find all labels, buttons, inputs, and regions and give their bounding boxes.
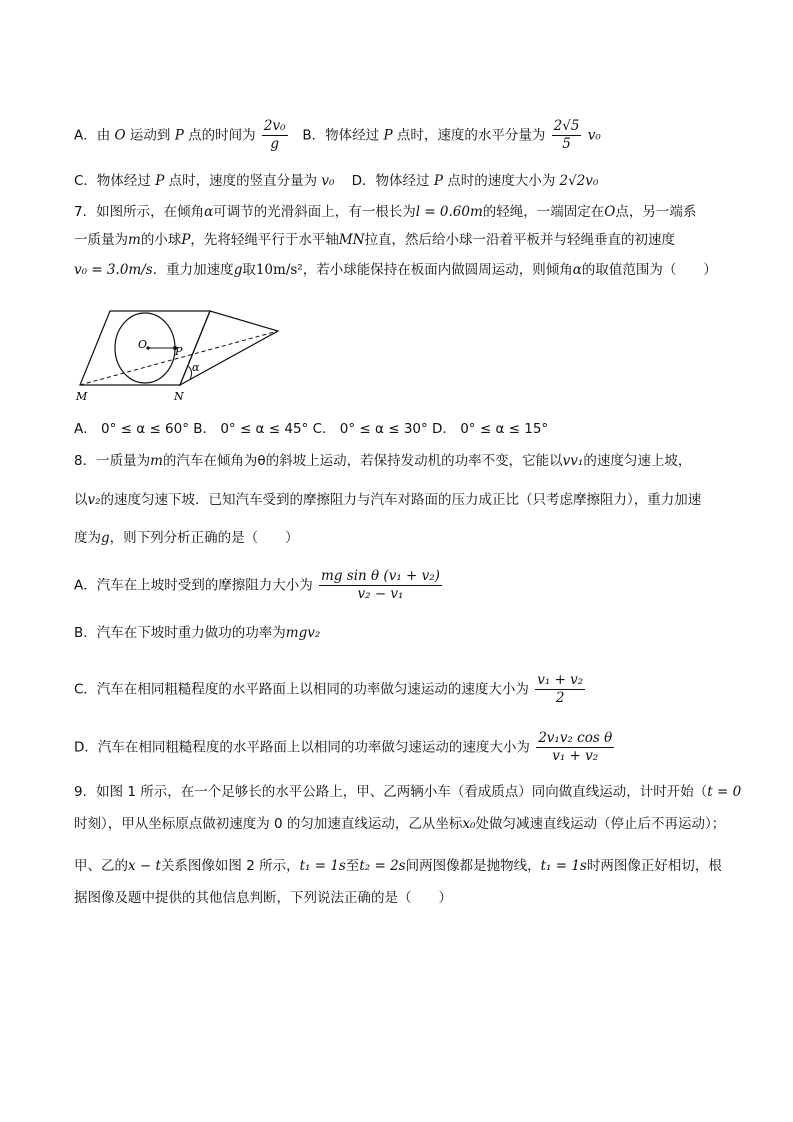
q7-text: ，若小球能保持在板面内做圆周运动，则倾角 — [302, 262, 573, 278]
q8-option-b — [74, 623, 320, 643]
q7-velocity: v₀ = 3.0m/s — [74, 262, 153, 278]
point-p: P — [181, 232, 191, 248]
q9-line-4: 据图像及题中提供的其他信息判断，下列说法正确的是（ ） — [74, 890, 452, 906]
label-p: P — [175, 345, 183, 358]
gravity-symbol: g — [101, 530, 110, 546]
q9-line-3 — [74, 856, 722, 876]
velocity-v2: v₂ — [87, 492, 101, 508]
q6-a-mid: 运动到 — [129, 127, 171, 144]
q8-d-fraction — [536, 730, 614, 765]
q7-text: 一质量为 — [74, 232, 128, 248]
q7-length: l = 0.60m — [415, 204, 483, 220]
q6-c-text: C．物体经过 — [74, 173, 151, 189]
q6-a-suffix: 点的时间为 — [188, 127, 256, 144]
q9-text: 甲、乙的 — [74, 858, 128, 874]
mass-symbol: m — [128, 232, 141, 248]
fraction-denominator: g — [270, 136, 280, 152]
time-t1: t₁ = 1s — [299, 858, 346, 874]
time-t1: t₁ = 1s — [540, 858, 587, 874]
q8-text: 8．一质量为 — [74, 453, 151, 469]
q7-line-1 — [74, 202, 696, 222]
label-o: O — [138, 338, 148, 351]
q6-d-tail: 2√2v₀ — [559, 173, 599, 189]
q8-a-fraction — [319, 568, 442, 603]
q8-c-fraction — [535, 672, 585, 707]
q8-text: 的速度匀速上坡， — [583, 453, 692, 469]
time-zero: t = 0 — [707, 784, 742, 800]
q8-text: 的汽车在倾角为θ的斜坡上运动，若保持发动机的功率不变，它能以 — [162, 453, 563, 469]
q7-text: 可调节的光滑斜面上，有一根长为 — [213, 204, 416, 220]
q8-c-text: C．汽车在相同粗糙程度的水平路面上以相同的功率做匀速运动的速度大小为 — [74, 681, 529, 698]
point-o: O — [604, 204, 616, 220]
q9-text: 至 — [345, 858, 360, 874]
q8-option-c — [74, 672, 587, 707]
q9-text: 时两图像正好相切，根 — [586, 858, 722, 874]
q9-text: 间两图像都是抛物线， — [405, 858, 541, 874]
q9-text: 时刻），甲从坐标原点做初速度为 0 的匀加速直线运动，乙从坐标 — [74, 816, 463, 832]
q8-b-text: B．汽车在下坡时重力做功的功率为 — [74, 625, 286, 641]
q7-text: 的小球 — [140, 232, 182, 248]
label-n: N — [174, 390, 184, 403]
label-alpha: α — [192, 361, 200, 374]
q7-line-2 — [74, 230, 675, 250]
q8-d-text: D．汽车在相同粗糙程度的水平路面上以相同的功率做匀速运动的速度大小为 — [74, 739, 530, 756]
q9-text: 关系图像如图 2 所示， — [160, 858, 300, 874]
point-p: P — [433, 173, 443, 189]
q9-line-1 — [74, 782, 741, 802]
q7-options: A． 0° ≤ α ≤ 60° B． 0° ≤ α ≤ 45° C． 0° ≤ α ≤ 30° D． 0° ≤ α ≤ 15° — [74, 421, 549, 437]
q6-b-suffix: 点时，速度的水平分量为 — [396, 127, 546, 144]
q8-text: 以 — [74, 492, 88, 508]
q8-line-3 — [74, 528, 299, 548]
axis-mn: MN — [338, 232, 365, 248]
inclined-plane-figure — [74, 303, 294, 408]
q7-text: 的轻绳，一端固定在 — [482, 204, 605, 220]
fraction-denominator: 5 — [562, 136, 571, 152]
q6-option-ab — [74, 118, 601, 153]
q6-a-fraction — [262, 118, 288, 153]
point-p: P — [174, 127, 184, 144]
q6-b-prefix: B．物体经过 — [302, 127, 380, 144]
point-p: P — [155, 173, 165, 189]
hidden-edge — [80, 331, 278, 385]
xt-relation: x − t — [128, 858, 161, 874]
q6-c-tail: v₀ — [321, 173, 335, 189]
mass-symbol: m — [150, 453, 163, 469]
fraction-denominator: v₁ + v₂ — [552, 748, 599, 764]
alpha-symbol: α — [572, 262, 582, 278]
q7-text: ，先将轻绳平行于水平轴 — [190, 232, 339, 248]
fraction-numerator: 2v₁v₂ cos θ — [538, 730, 613, 746]
fraction-numerator: 2v₀ — [263, 118, 286, 134]
q8-text: 的速度匀速下坡．已知汽车受到的摩擦阻力与汽车对路面的压力成正比（只考虑摩擦阻力），重力加速 — [100, 492, 702, 508]
q6-a-prefix: A．由 — [74, 127, 111, 144]
q7-text: 拉直，然后给小球一沿着平板并与轻绳垂直的初速度 — [364, 232, 676, 248]
fraction-denominator: v₂ − v₁ — [357, 586, 404, 602]
q7-text: 取 — [242, 262, 256, 278]
q6-b-fraction — [552, 118, 582, 153]
q6-d-suffix: 点时的速度大小为 — [447, 173, 556, 189]
q7-line-3 — [74, 260, 717, 280]
q8-line-1 — [74, 451, 691, 471]
q8-text: 度为 — [74, 530, 101, 546]
q7-text: 点，另一端系 — [615, 204, 697, 220]
coord-x0: x₀ — [462, 816, 476, 832]
q8-a-text: A．汽车在上坡时受到的摩擦阻力大小为 — [74, 577, 313, 594]
q9-line-2 — [74, 814, 725, 834]
time-t2: t₂ = 2s — [359, 858, 406, 874]
q8-line-2 — [74, 490, 701, 510]
q7-text: 7．如图所示，在倾角 — [74, 204, 205, 220]
q7-text: 的取值范围为（ ） — [581, 262, 717, 278]
q6-option-cd — [74, 171, 598, 191]
q8-option-a — [74, 568, 444, 603]
velocity-v1: vv₁ — [562, 453, 584, 469]
q6-b-tail: v₀ — [587, 127, 601, 144]
point-o: O — [114, 127, 126, 144]
fraction-numerator: mg sin θ (v₁ + v₂) — [321, 568, 440, 584]
q8-text: ，则下列分析正确的是（ ） — [109, 530, 299, 546]
q9-text: 处做匀减速直线运动（停止后不再运动）； — [475, 816, 726, 832]
fraction-denominator: 2 — [555, 690, 565, 706]
fraction-numerator: 2√5 — [553, 118, 580, 134]
label-m: M — [76, 390, 88, 403]
q7-gravity-value: 10m/s² — [255, 262, 303, 278]
point-p: P — [383, 127, 393, 144]
q7-text: ．重力加速度 — [152, 262, 234, 278]
q6-d-text: D．物体经过 — [351, 173, 430, 189]
alpha-symbol: α — [204, 204, 214, 220]
fraction-numerator: v₁ + v₂ — [537, 672, 584, 688]
q8-b-math: mgv₂ — [285, 625, 321, 641]
q6-c-suffix: 点时，速度的竖直分量为 — [168, 173, 318, 189]
gravity-symbol: g — [233, 262, 243, 278]
q8-option-d — [74, 730, 616, 765]
q9-text: 9．如图 1 所示，在一个足够长的水平公路上，甲、乙两辆小车（看成质点）同向做直线运动，计时开始（ — [74, 784, 708, 800]
